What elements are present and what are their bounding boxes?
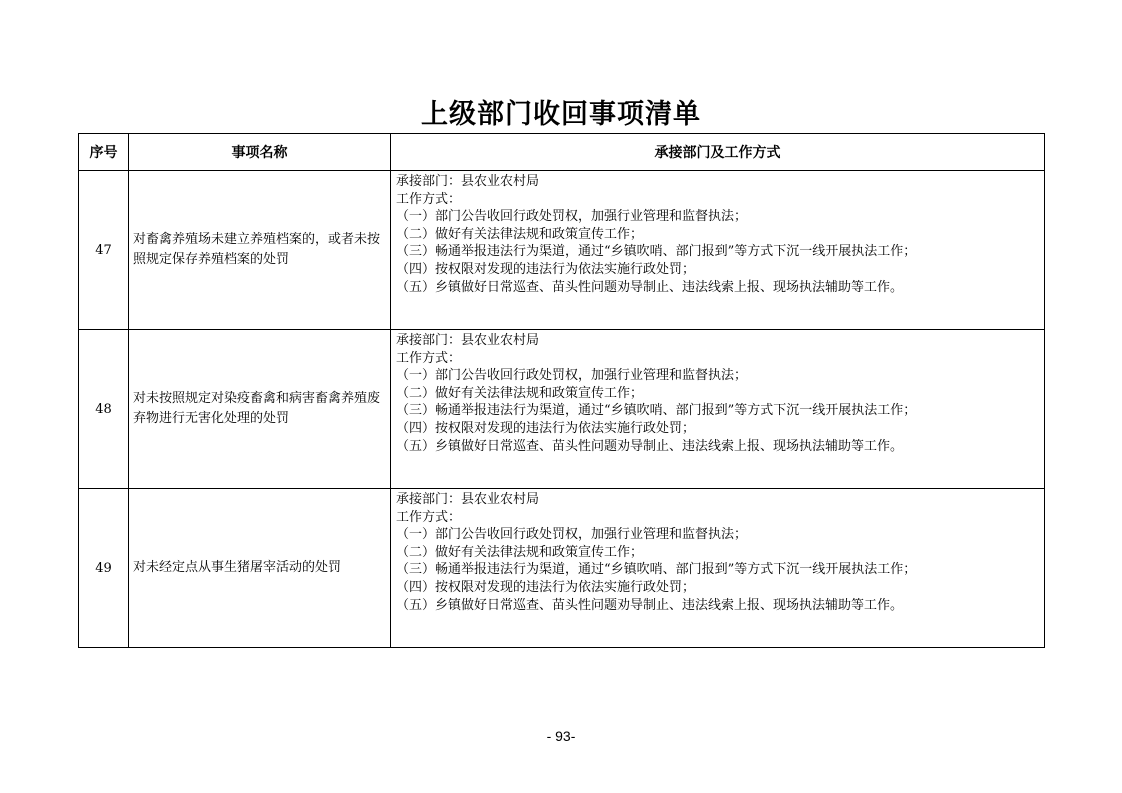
dept-line: （三）畅通举报违法行为渠道，通过“乡镇吹哨、部门报到”等方式下沉一线开展执法工作； bbox=[396, 403, 917, 419]
dept-line: （三）畅通举报违法行为渠道，通过“乡镇吹哨、部门报到”等方式下沉一线开展执法工作； bbox=[396, 244, 917, 260]
header-no: 序号 bbox=[79, 134, 129, 171]
items-table bbox=[78, 133, 1045, 648]
table-row bbox=[79, 489, 1045, 648]
row-number: 47 bbox=[79, 171, 129, 330]
item-name: 对未按照规定对染疫畜禽和病害畜禽养殖废弃物进行无害化处理的处罚 bbox=[129, 330, 391, 489]
dept-line: （五）乡镇做好日常巡查、苗头性问题劝导制止、违法线索上报、现场执法辅助等工作。 bbox=[396, 597, 904, 613]
dept-line: 工作方式： bbox=[396, 350, 462, 366]
header-dept: 承接部门及工作方式 bbox=[391, 134, 1045, 171]
dept-line: 工作方式： bbox=[396, 191, 462, 207]
dept-line: （四）按权限对发现的违法行为依法实施行政处罚； bbox=[396, 579, 696, 595]
dept-line: （五）乡镇做好日常巡查、苗头性问题劝导制止、违法线索上报、现场执法辅助等工作。 bbox=[396, 279, 904, 295]
dept-line: 承接部门：县农业农村局 bbox=[396, 174, 540, 189]
dept-line: （三）畅通举报违法行为渠道，通过“乡镇吹哨、部门报到”等方式下沉一线开展执法工作； bbox=[396, 562, 917, 578]
dept-method bbox=[391, 330, 1045, 489]
dept-line: 工作方式： bbox=[396, 509, 462, 525]
item-name: 对畜禽养殖场未建立养殖档案的，或者未按照规定保存养殖档案的处罚 bbox=[129, 171, 391, 330]
dept-method bbox=[391, 489, 1045, 648]
dept-line: （四）按权限对发现的违法行为依法实施行政处罚； bbox=[396, 420, 696, 436]
table-row bbox=[79, 330, 1045, 489]
dept-line: （一）部门公告收回行政处罚权，加强行业管理和监督执法； bbox=[396, 527, 748, 543]
table-header-row bbox=[79, 134, 1045, 171]
table-row bbox=[79, 171, 1045, 330]
header-name: 事项名称 bbox=[129, 134, 391, 171]
dept-line: 承接部门：县农业农村局 bbox=[396, 333, 540, 348]
dept-line: （一）部门公告收回行政处罚权，加强行业管理和监督执法； bbox=[396, 368, 748, 384]
dept-line: （二）做好有关法律法规和政策宣传工作； bbox=[396, 226, 644, 242]
dept-line: （一）部门公告收回行政处罚权，加强行业管理和监督执法； bbox=[396, 209, 748, 225]
dept-line: （五）乡镇做好日常巡查、苗头性问题劝导制止、违法线索上报、现场执法辅助等工作。 bbox=[396, 438, 904, 454]
item-name: 对未经定点从事生猪屠宰活动的处罚 bbox=[129, 489, 391, 648]
dept-line: （二）做好有关法律法规和政策宣传工作； bbox=[396, 385, 644, 401]
dept-line: （四）按权限对发现的违法行为依法实施行政处罚； bbox=[396, 261, 696, 277]
page-number: - 93- bbox=[546, 728, 576, 744]
row-number: 49 bbox=[79, 489, 129, 648]
row-number: 48 bbox=[79, 330, 129, 489]
dept-line: （二）做好有关法律法规和政策宣传工作； bbox=[396, 544, 644, 560]
dept-line: 承接部门：县农业农村局 bbox=[396, 492, 540, 507]
page-title: 上级部门收回事项清单 bbox=[421, 99, 701, 130]
dept-method bbox=[391, 171, 1045, 330]
